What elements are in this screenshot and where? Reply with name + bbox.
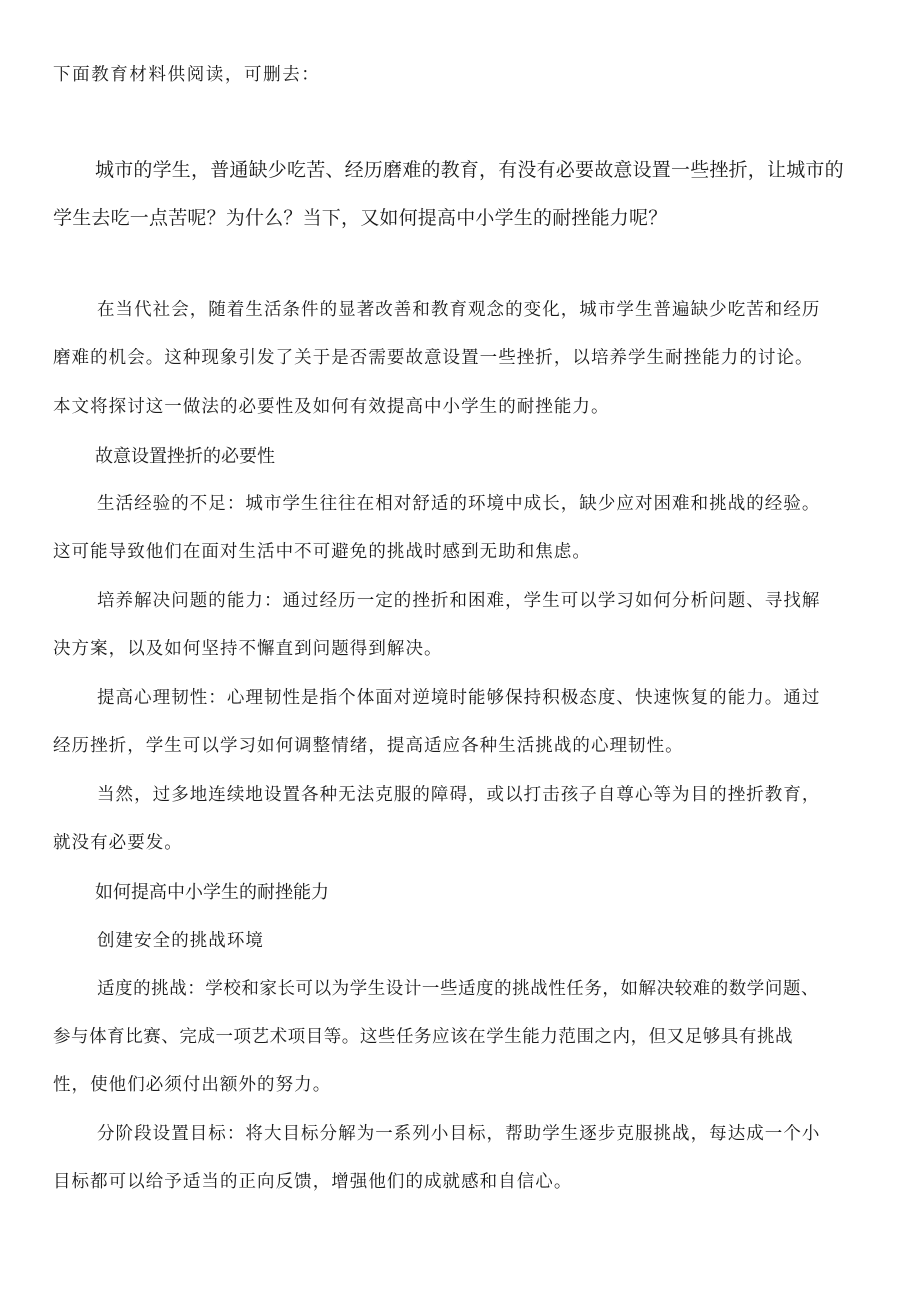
paragraph-line: 本文将探讨这一做法的必要性及如何有效提高中小学生的耐挫能力。 [53, 397, 610, 417]
paragraph-line: 当然，过多地连续地设置各种无法克服的障碍，或以打击孩子自尊心等为目的挫折教育， [97, 785, 821, 805]
paragraph-line: 性，使他们必须付出额外的努力。 [53, 1075, 332, 1095]
paragraph-line: 分阶段设置目标：将大目标分解为一系列小目标，帮助学生逐步克服挑战，每达成一个小 [97, 1124, 821, 1144]
paragraph-line: 磨难的机会。这种现象引发了关于是否需要故意设置一些挫折，以培养学生耐挫能力的讨论。 [53, 348, 814, 368]
paragraph-line: 在当代社会，随着生活条件的显著改善和教育观念的变化，城市学生普遍缺少吃苦和经历 [97, 300, 821, 320]
paragraph-line: 决方案，以及如何坚持不懈直到问题得到解决。 [53, 639, 443, 659]
paragraph-line: 提高心理韧性：心理韧性是指个体面对逆境时能够保持积极态度、快速恢复的能力。通过 [97, 688, 821, 708]
question-line: 学生去吃一点苦呢？为什么？当下，又如何提高中小学生的耐挫能力呢？ [53, 207, 668, 229]
paragraph-line: 生活经验的不足：城市学生往往在相对舒适的环境中成长，缺少应对困难和挑战的经验。 [97, 494, 821, 514]
paragraph-line: 适度的挑战：学校和家长可以为学生设计一些适度的挑战性任务，如解决较难的数学问题、 [97, 979, 819, 999]
paragraph-line: 这可能导致他们在面对生活中不可避免的挑战时感到无助和焦虑。 [53, 542, 591, 562]
paragraph-line: 参与体育比赛、完成一项艺术项目等。这些任务应该在学生能力范围之内，但又足够具有挑战 [53, 1027, 794, 1047]
paragraph-line: 目标都可以给予适当的正向反馈，增强他们的成就感和自信心。 [53, 1172, 573, 1192]
section-heading: 故意设置挫折的必要性 [95, 446, 275, 467]
question-line: 城市的学生，普通缺少吃苦、经历磨难的教育，有没有必要故意设置一些挫折，让城市的 [95, 159, 844, 181]
paragraph-line: 经历挫折，学生可以学习如何调整情绪，提高适应各种生活挑战的心理韧性。 [53, 736, 684, 756]
paragraph-line: 培养解决问题的能力：通过经历一定的挫折和困难，学生可以学习如何分析问题、寻找解 [97, 591, 821, 611]
paragraph-line: 就没有必要发。 [53, 833, 183, 853]
intro-note: 下面教育材料供阅读，可删去： [53, 65, 321, 85]
subheading: 创建安全的挑战环境 [97, 931, 264, 951]
section-heading: 如何提高中小学生的耐挫能力 [95, 882, 329, 903]
